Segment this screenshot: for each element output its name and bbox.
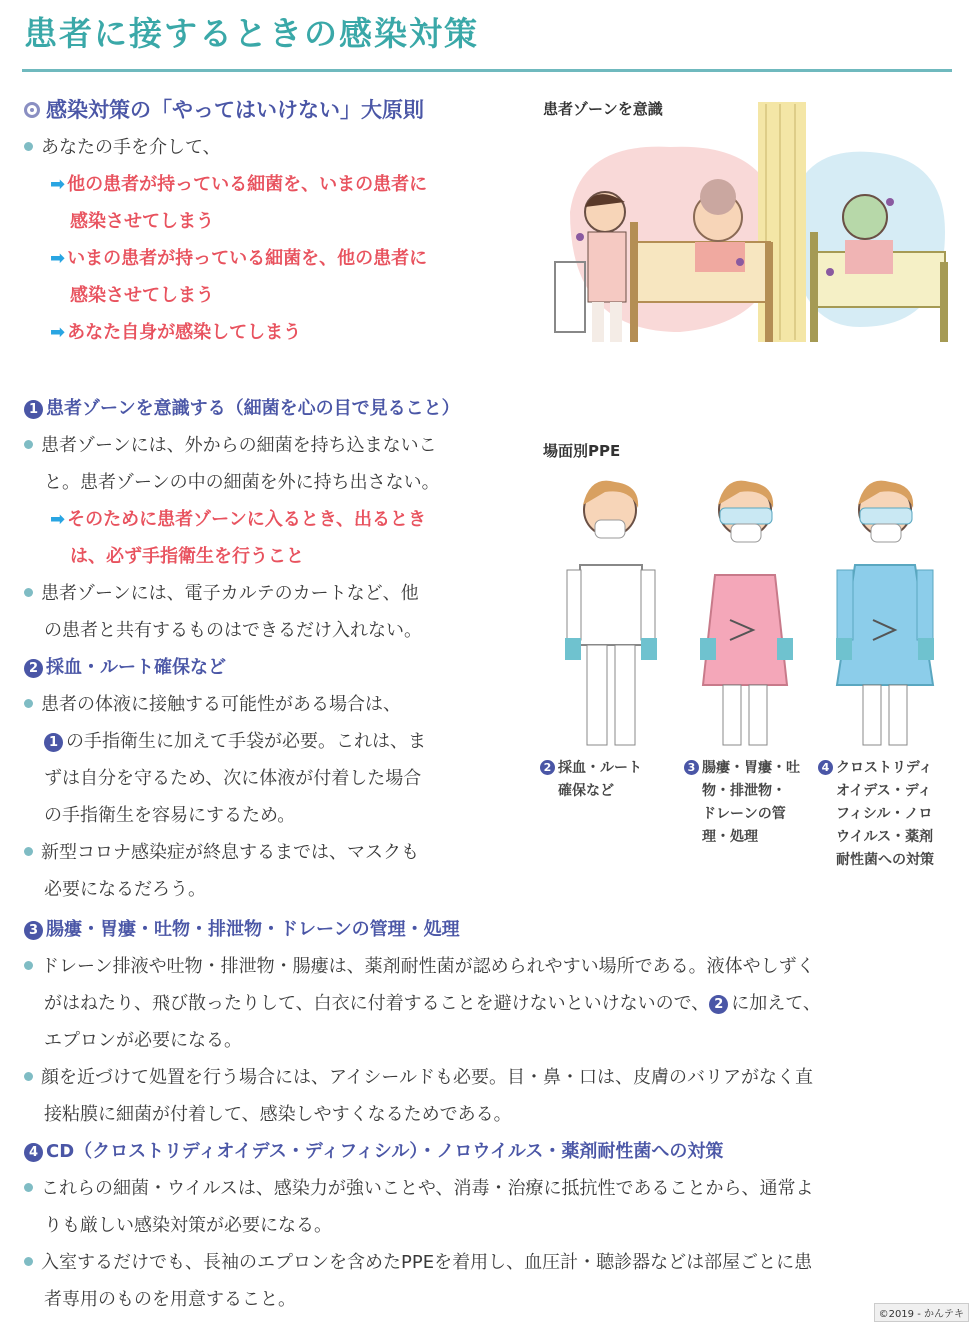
section-3-heading: 3 腸瘻・胃瘻・吐物・排泄物・ドレーンの管理・処理 xyxy=(24,911,821,948)
section-1-heading: 1 患者ゾーンを意識する（細菌を心の目で見ること） xyxy=(24,390,460,427)
text-line: 患者の体液に接触する可能性がある場合は、 xyxy=(24,686,460,723)
text-line: 者専用のものを用意すること。 xyxy=(44,1289,296,1310)
text-line: 新型コロナ感染症が終息するまでは、マスクも xyxy=(24,834,460,871)
text-line: これらの細菌・ウイルスは、感染力が強いことや、消毒・治療に抵抗性であることから、通常よ xyxy=(24,1170,821,1207)
section-2-heading: 2 採血・ルート確保など xyxy=(24,649,460,686)
text-line: の手指衛生を容易にするため。 xyxy=(44,805,296,826)
ppe-label: 場面別PPE xyxy=(543,442,621,460)
text-line: 入室するだけでも、長袖のエプロンを含めたPPEを着用し、血圧計・聴診器などは部屋ごとに患 xyxy=(24,1244,821,1281)
nurse-gown-figure xyxy=(836,481,934,745)
arrow-icon: ➡ xyxy=(50,509,66,530)
copyright-badge: ©2019 - かんテキ xyxy=(874,1303,969,1322)
caption-blood-draw: 2 採血・ルート 確保など xyxy=(540,757,642,803)
text-line: 接粘膜に細菌が付着して、感染しやすくなるためである。 xyxy=(44,1104,512,1125)
red-line: ➡ 他の患者が持っている細菌を、いまの患者に xyxy=(50,174,428,195)
text-line: 患者ゾーンには、電子カルテのカートなど、他 xyxy=(24,575,460,612)
text-line: りも厳しい感染対策が必要になる。 xyxy=(44,1215,332,1236)
principle-heading: 感染対策の「やってはいけない」大原則 xyxy=(24,92,427,129)
arrow-icon: ➡ xyxy=(50,174,66,195)
nurse-apron-figure xyxy=(700,481,793,745)
text-line: 患者ゾーンには、外からの細菌を持ち込まないこ xyxy=(24,427,460,464)
arrow-icon: ➡ xyxy=(50,248,66,269)
red-line: 感染させてしまう xyxy=(70,285,214,306)
caption-cd-norovirus: 4 クロストリディ オイデス・ディ フィシル・ノロ ウイルス・薬剤 耐性菌への対策 xyxy=(818,757,934,872)
red-line: は、必ず手指衛生を行うこと xyxy=(70,546,304,567)
red-line: ➡ あなた自身が感染してしまう xyxy=(50,322,302,343)
text-line: 必要になるだろう。 xyxy=(44,879,206,900)
nurse-gloves-figure xyxy=(565,481,657,745)
text-line: 顔を近づけて処置を行う場合には、アイシールドも必要。目・鼻・口は、皮膚のバリアがなく直 xyxy=(24,1059,821,1096)
text-line: がはねたり、飛び散ったりして、白衣に付着することを避けないといけないので、 2 に加えて、 xyxy=(44,993,821,1014)
red-line: 感染させてしまう xyxy=(70,211,214,232)
caption-drain: 3 腸瘻・胃瘻・吐 物・排泄物・ ドレーンの管 理・処理 xyxy=(684,757,800,849)
title-divider xyxy=(22,69,952,72)
section-1-2 xyxy=(24,390,460,908)
page-title: 患者に接するときの感染対策 xyxy=(24,14,479,53)
arrow-icon: ➡ xyxy=(50,322,66,343)
patient-zone-label: 患者ゾーンを意識 xyxy=(543,100,663,118)
text-line: ずは自分を守るため、次に体液が付着した場合 xyxy=(44,768,422,789)
text-line: の患者と共有するものはできるだけ入れない。 xyxy=(44,620,422,641)
text-line: ドレーン排液や吐物・排泄物・腸瘻は、薬剤耐性菌が認められやすい場所である。液体やしずく xyxy=(24,948,821,985)
patient-zone-illustration xyxy=(540,92,955,362)
text-line: 1 の手指衛生に加えて手袋が必要。これは、ま xyxy=(24,723,460,760)
ppe-illustration xyxy=(555,470,955,755)
section-4-heading: 4 CD（クロストリディオイデス・ディフィシル）・ノロウイルス・薬剤耐性菌への対策 xyxy=(24,1133,821,1170)
intro-line: あなたの手を介して、 xyxy=(24,129,427,166)
text-line: と。患者ゾーンの中の細菌を外に持ち出さない。 xyxy=(44,472,440,493)
red-line: ➡ そのために患者ゾーンに入るとき、出るとき xyxy=(50,509,427,530)
target-icon xyxy=(24,102,40,118)
intro-section xyxy=(24,92,427,351)
red-line: ➡ いまの患者が持っている細菌を、他の患者に xyxy=(50,248,428,269)
text-line: エプロンが必要になる。 xyxy=(44,1030,242,1051)
section-3-4 xyxy=(24,911,821,1318)
